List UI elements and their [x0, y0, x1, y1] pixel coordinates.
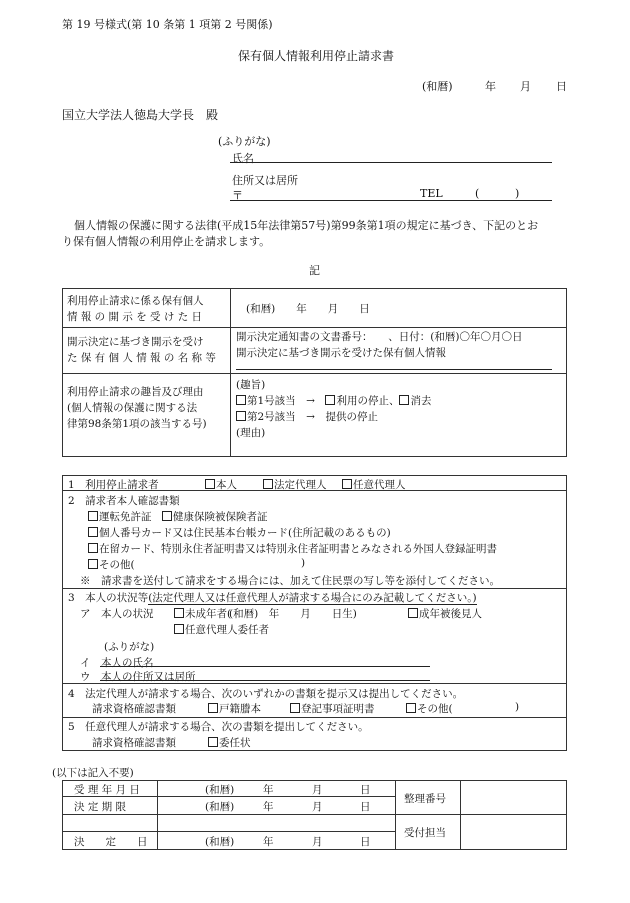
- requester-address-field[interactable]: [230, 200, 552, 201]
- legal-agent-checkbox[interactable]: [263, 479, 273, 489]
- ki-label: 記: [309, 264, 320, 277]
- mandator-option: [174, 622, 269, 637]
- disclosed-info-field[interactable]: [236, 369, 552, 370]
- requester-name-label: 氏名: [232, 152, 254, 165]
- addressee: 国立大学法人徳島大学長 殿: [62, 108, 219, 122]
- id-doc-row-2: [88, 525, 391, 540]
- suspend-use-text: 利用の停止、: [336, 395, 400, 407]
- deadline-year: 年: [263, 801, 274, 813]
- decision-era: (和暦): [205, 836, 235, 848]
- adult-ward-checkbox[interactable]: [408, 608, 418, 618]
- disclosed-info-label-a: 開示決定に基づき開示を受け: [67, 336, 204, 348]
- date-year: 年: [485, 80, 496, 93]
- erase-checkbox[interactable]: [399, 395, 409, 405]
- principal-name-label: イ 本人の氏名: [80, 657, 154, 669]
- purpose-option-2: [236, 409, 378, 424]
- principal-name-field[interactable]: [100, 666, 430, 667]
- registry-cert-option: [290, 701, 375, 716]
- decision-month: 月: [312, 836, 323, 848]
- disclosure-notice-number[interactable]: 開示決定通知書の文書番号： 、日付：(和暦)〇年〇月〇日: [236, 331, 523, 343]
- residence-card-text: 在留カード、特別永住者証明書又は特別永住者証明書とみなされる外国人登録証明書: [99, 543, 498, 555]
- form-number: 第 19 号様式(第 10 条第 1 項第 2 号関係): [62, 18, 273, 31]
- drivers-license-text: 運転免許証: [99, 511, 152, 523]
- minor-text: 未成年者(: [185, 608, 232, 620]
- disclosed-info-name[interactable]: 開示決定に基づき開示を受けた保有個人情報: [236, 347, 446, 359]
- mynumber-card-text: 個人番号カード又は住民基本台帳カード(住所記載のあるもの): [99, 527, 391, 539]
- other-doc-checkbox[interactable]: [406, 703, 416, 713]
- receipt-day: 日: [360, 784, 371, 796]
- adult-ward-option: [408, 606, 482, 621]
- principal-address-field[interactable]: [100, 680, 430, 681]
- tel-paren-close: ): [515, 187, 520, 200]
- family-register-checkbox[interactable]: [208, 703, 218, 713]
- principal-address-label: ウ 本人の住所又は居所: [80, 671, 196, 683]
- t2-div-2: [62, 588, 567, 589]
- decision-deadline-label: 決 定 期 限: [74, 801, 127, 813]
- section4-label: 4 法定代理人が請求する場合、次のいずれかの書類を提示又は提出してください。: [68, 688, 464, 700]
- health-insurance-text: 健康保険被保険者証: [173, 511, 268, 523]
- deadline-era: (和暦): [205, 801, 235, 813]
- mail-note: ※ 請求書を送付して請求をする場合には、加えて住民票の写し等を添付してください。: [80, 575, 500, 587]
- date-day: 日: [556, 80, 567, 93]
- other-doc-option: [406, 701, 453, 716]
- mandator-text: 任意代理人委任者: [185, 624, 269, 636]
- minor-birthdate: (和暦) 年 月 日生): [229, 608, 357, 620]
- health-insurance-checkbox[interactable]: [162, 511, 172, 521]
- file-number-label: 整理番号: [404, 793, 446, 805]
- item2-text: 第2号該当 → 提供の停止: [247, 411, 378, 423]
- reception-staff-label: 受付担当: [404, 827, 446, 839]
- t2-div-4: [62, 717, 567, 718]
- section5-sub: 請求資格確認書類: [92, 737, 176, 749]
- family-register-text: 戸籍謄本: [219, 703, 261, 715]
- other-id-close: ): [301, 557, 306, 569]
- requester-address-label: 住所又は居所: [232, 174, 298, 187]
- mynumber-card-checkbox[interactable]: [88, 527, 98, 537]
- date-month: 月: [520, 80, 531, 93]
- self-text: 本人: [216, 479, 237, 491]
- registry-cert-checkbox[interactable]: [290, 703, 300, 713]
- decision-day: 日: [360, 836, 371, 848]
- self-checkbox[interactable]: [205, 479, 215, 489]
- decision-date-label: 決 定 日: [74, 836, 148, 848]
- id-doc-row-3: [88, 541, 497, 556]
- item1-text: 第1号該当 →: [247, 395, 326, 407]
- item2-checkbox[interactable]: [236, 411, 246, 421]
- other-id-checkbox[interactable]: [88, 559, 98, 569]
- principal-status-label: ア 本人の状況: [80, 608, 154, 620]
- requester-furigana: (ふりがな): [218, 135, 271, 148]
- disclosure-date-value[interactable]: (和暦) 年 月 日: [246, 303, 370, 315]
- legal-agent-text: 法定代理人: [274, 479, 327, 491]
- requester-legal-agent: [263, 477, 327, 492]
- office-use-note: (以下は記入不要): [52, 767, 134, 779]
- principal-furigana: (ふりがな): [104, 641, 155, 653]
- purpose-reason-label-b: (個人情報の保護に関する法: [67, 402, 198, 414]
- deadline-day: 日: [360, 801, 371, 813]
- receipt-date-label: 受 理 年 月 日: [74, 784, 140, 796]
- tel-label: TEL: [420, 187, 443, 200]
- office-row-2: [62, 814, 567, 815]
- minor-option: [174, 606, 231, 621]
- date-era: (和暦): [422, 80, 453, 93]
- id-doc-row-1: [88, 509, 268, 524]
- adult-ward-text: 成年被後見人: [419, 608, 482, 620]
- item1-checkbox[interactable]: [236, 395, 246, 405]
- mandator-checkbox[interactable]: [174, 624, 184, 634]
- requester-name-field[interactable]: [230, 162, 552, 163]
- id-doc-row-4: [88, 557, 135, 572]
- minor-checkbox[interactable]: [174, 608, 184, 618]
- office-col-3: [460, 780, 461, 850]
- voluntary-agent-text: 任意代理人: [353, 479, 406, 491]
- other-id-text: その他(: [99, 559, 135, 571]
- table1-row-divider-1: [62, 327, 567, 328]
- registry-cert-text: 登記事項証明書: [301, 703, 375, 715]
- erase-text: 消去: [410, 395, 432, 407]
- power-of-attorney-text: 委任状: [219, 737, 251, 749]
- power-of-attorney-option: [208, 735, 251, 750]
- suspend-use-checkbox[interactable]: [325, 395, 335, 405]
- receipt-month: 月: [312, 784, 323, 796]
- purpose-heading: (趣旨): [236, 379, 266, 391]
- table1-row-divider-2: [62, 373, 567, 374]
- intro-line-2: り保有個人情報の利用停止を請求します。: [62, 235, 271, 248]
- requester-self: [205, 477, 237, 492]
- section3-title: 3 本人の状況等: [68, 592, 149, 604]
- office-col-1: [157, 780, 158, 850]
- purpose-option-1: [236, 393, 431, 408]
- other-doc-text: その他(: [417, 703, 453, 715]
- office-row-3: [62, 831, 395, 832]
- purpose-reason-label-a: 利用停止請求の趣旨及び理由: [67, 386, 204, 398]
- disclosure-date-label-a: 利用停止請求に係る保有個人: [67, 295, 204, 307]
- tel-paren-open: (: [475, 187, 480, 200]
- power-of-attorney-checkbox[interactable]: [208, 737, 218, 747]
- section4-sub: 請求資格確認書類: [92, 703, 176, 715]
- requester-voluntary-agent: [342, 477, 406, 492]
- residence-card-checkbox[interactable]: [88, 543, 98, 553]
- other-doc-close: ): [515, 701, 520, 713]
- section2-label: 2 請求者本人確認書類: [68, 495, 180, 507]
- drivers-license-checkbox[interactable]: [88, 511, 98, 521]
- section3-label: [68, 590, 477, 605]
- section5-label: 5 任意代理人が請求する場合、次の書類を提出してください。: [68, 721, 369, 733]
- voluntary-agent-checkbox[interactable]: [342, 479, 352, 489]
- office-col-2: [395, 780, 396, 850]
- receipt-year: 年: [263, 784, 274, 796]
- page-title: 保有個人情報利用停止請求書: [238, 49, 395, 63]
- postal-mark: 〒: [232, 189, 243, 202]
- receipt-era: (和暦): [205, 784, 235, 796]
- decision-year: 年: [263, 836, 274, 848]
- reason-heading: (理由): [236, 427, 266, 439]
- purpose-reason-label-c: 律第98条第1項の該当する号): [67, 418, 207, 430]
- family-register-option: [208, 701, 261, 716]
- section3-condition: (法定代理人又は任意代理人が請求する場合にのみ記載してください。): [148, 592, 477, 604]
- section1-label: 1 利用停止請求者: [68, 479, 159, 491]
- disclosure-date-label-b: 情 報 の 開 示 を 受 け た 日: [67, 311, 203, 323]
- deadline-month: 月: [312, 801, 323, 813]
- disclosed-info-label-b: た 保 有 個 人 情 報 の 名 称 等: [67, 352, 216, 364]
- intro-line-1: 個人情報の保護に関する法律(平成15年法律第57号)第99条第1項の規定に基づき、下記のとお: [74, 219, 539, 232]
